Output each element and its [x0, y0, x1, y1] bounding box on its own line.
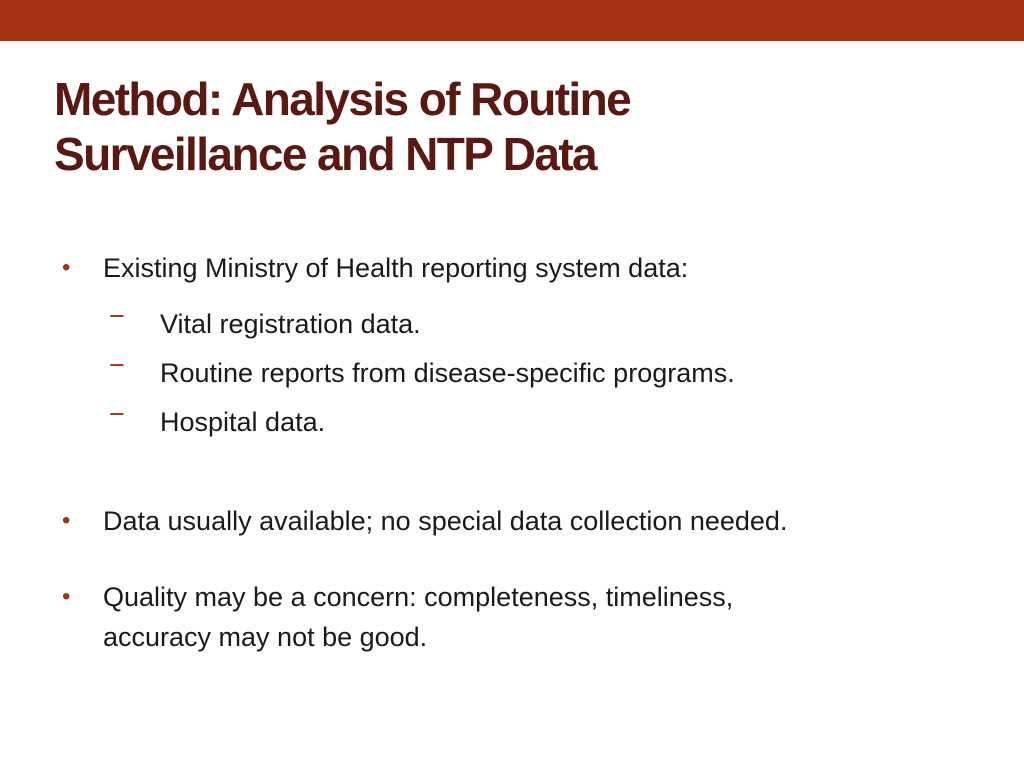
slide-title-line-1: Method: Analysis of Routine: [54, 73, 631, 125]
slide-title-line-2: Surveillance and NTP Data: [54, 128, 597, 180]
dash-marker: −: [109, 301, 125, 331]
dash-marker: −: [109, 350, 125, 380]
bullet-marker: •: [62, 507, 71, 534]
bullet-marker: •: [62, 583, 71, 610]
dash-marker: −: [109, 399, 125, 429]
sub-item-text: Routine reports from disease-specific programs.: [160, 358, 735, 388]
bullet-text: Existing Ministry of Health reporting system data:: [103, 253, 689, 283]
bullet-text: Data usually available; no special data collection needed.: [103, 506, 788, 536]
bullet-marker: •: [62, 254, 71, 281]
sub-item-text: Vital registration data.: [160, 309, 421, 339]
bullet-text-line-1: Quality may be a concern: completeness, timeliness,: [103, 582, 734, 612]
bullet-text-line-2: accuracy may not be good.: [103, 622, 428, 652]
sub-item-text: Hospital data.: [160, 407, 326, 437]
